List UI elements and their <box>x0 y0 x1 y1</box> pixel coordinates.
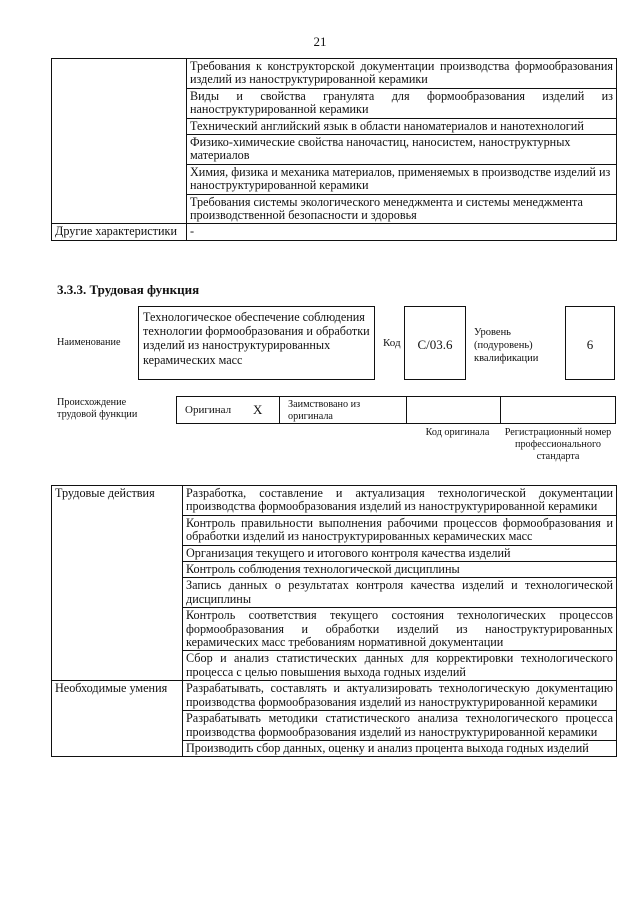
table-row <box>52 681 617 711</box>
borrowed-cell <box>279 396 407 424</box>
code-label: Код <box>383 337 401 349</box>
name-label: Наименование <box>57 337 121 348</box>
knowledge-item: Химия, физика и механика материалов, применяемых в производстве изделий из наноструктурированной керамики <box>187 164 617 194</box>
original-label: Оригинал <box>185 404 232 416</box>
code-original-cell <box>406 396 501 424</box>
level-label: Уровень (подуровень) квалификации <box>474 327 539 364</box>
knowledge-item: Технический английский язык в области наноматериалов и нанотехнологий <box>187 118 617 134</box>
other-characteristics-value: - <box>187 224 617 240</box>
labor-actions-table <box>51 485 617 757</box>
skill-item: Производить сбор данных, оценку и анализ процента выхода годных изделий <box>183 740 617 756</box>
skills-label: Необходимые умения <box>52 681 183 757</box>
knowledge-item: Виды и свойства гранулята для формообразования изделий из наноструктурированной керамики <box>187 88 617 118</box>
page-number: 21 <box>313 34 327 49</box>
code-original-label: Код оригинала <box>425 427 490 438</box>
skill-item: Разрабатывать методики статистического анализа технологического процесса производства формообразования изделий из наноструктурированной керамики <box>183 711 617 741</box>
table-row <box>52 59 617 89</box>
action-item: Организация текущего и итогового контроля качества изделий <box>183 545 617 561</box>
skill-item: Разрабатывать, составлять и актуализировать технологическую документацию производства формообразования изделий из наноструктурированной керамики <box>183 681 617 711</box>
knowledge-item: Требования к конструкторской документации производства формообразования изделий из наноструктурированной керамики <box>187 59 617 89</box>
action-item: Контроль правильности выполнения рабочими процессов формообразования и обработки изделий из наноструктурированных керамических масс <box>183 515 617 545</box>
knowledge-item: Требования системы экологического менеджмента и системы менеджмента производственной безопасности и здоровья <box>187 194 617 224</box>
knowledge-table <box>51 58 617 241</box>
action-item: Сбор и анализ статистических данных для корректировки технологического процесса с целью повышения выхода годных изделий <box>183 651 617 681</box>
action-item: Разработка, составление и актуализация технологической документации производства формообразования изделий из наноструктурированной керамики <box>183 486 617 516</box>
origin-row <box>176 396 616 424</box>
function-name-box: Технологическое обеспечение соблюдения технологии формообразования и обработки изделий из наноструктурированных керамических масс <box>138 306 375 380</box>
action-item: Контроль соответствия текущего состояния технологических процессов формообразования и обработки изделий из наноструктурированных керамических масс требованиям нормативной документации <box>183 608 617 651</box>
level-box: 6 <box>565 306 615 380</box>
knowledge-item: Физико-химические свойства наночастиц, наносистем, наноструктурных материалов <box>187 135 617 165</box>
origin-label: Происхождение трудовой функции <box>57 397 138 420</box>
reg-number-label: Регистрационный номер профессионального стандарта <box>504 427 612 462</box>
original-cell <box>176 396 280 424</box>
code-box: C/03.6 <box>404 306 466 380</box>
knowledge-label-cell <box>52 59 187 224</box>
actions-label: Трудовые действия <box>52 486 183 681</box>
reg-number-cell <box>500 396 616 424</box>
action-item: Контроль соблюдения технологической дисциплины <box>183 562 617 578</box>
section-title: 3.3.3. Трудовая функция <box>57 282 200 297</box>
original-mark: X <box>253 402 263 417</box>
table-row <box>52 224 617 240</box>
action-item: Запись данных о результатах контроля качества изделий и технологической дисциплины <box>183 578 617 608</box>
other-characteristics-label: Другие характеристики <box>52 224 187 240</box>
table-row <box>52 486 617 516</box>
borrowed-label: Заимствовано из оригинала <box>288 399 361 422</box>
